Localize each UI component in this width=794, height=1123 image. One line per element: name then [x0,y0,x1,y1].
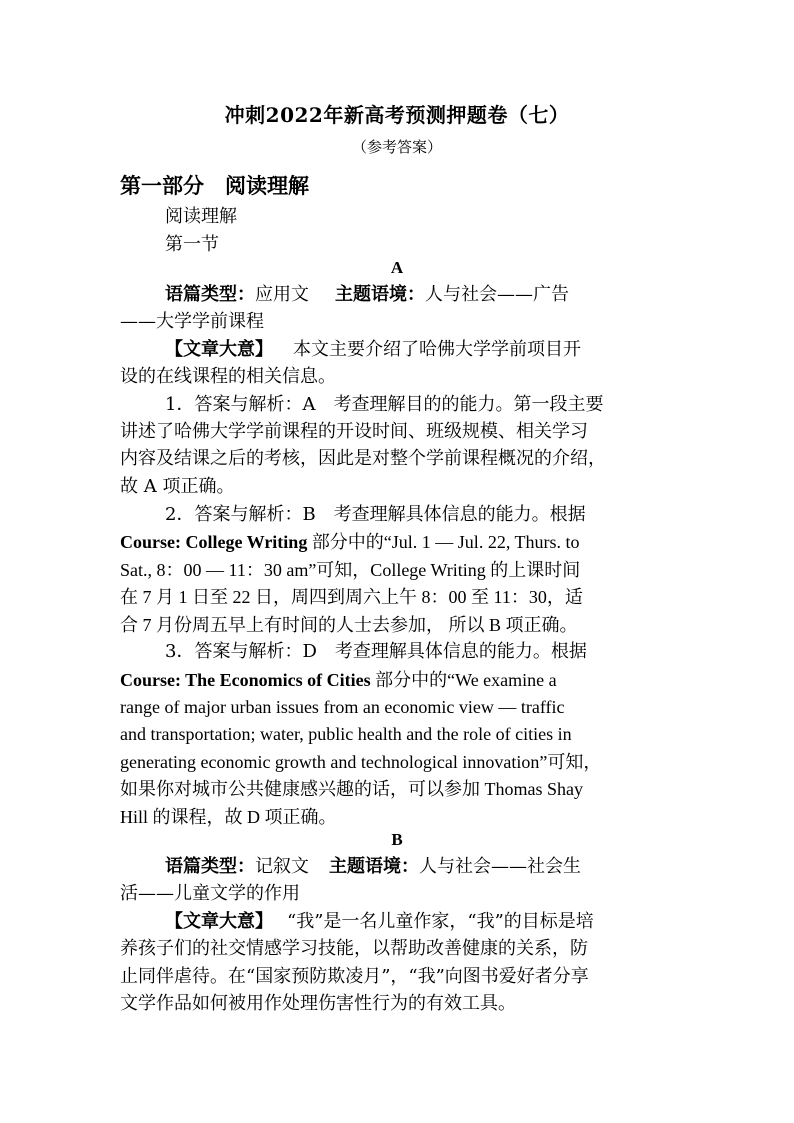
document-title: 冲刺2022年新高考预测押题卷（七） [224,103,570,127]
genre-value: 应用文 [255,284,309,305]
answer-3-line [165,640,672,664]
passage-a-theme-cont: ——大学学前课程 [120,311,264,332]
answer-3-cont: and transportation; water, public health and the role of cities in [120,724,572,744]
genre-label: 语篇类型： [165,284,255,305]
passage-a-summary-line [165,338,672,362]
answer-2-cont [120,530,672,554]
answer-3-text: D 考查理解具体信息的能力。根据 [302,641,587,662]
section-heading: 阅读理解 [165,206,237,227]
passage-b-summary-line [165,910,672,934]
answer-1-text: A 考查理解目的的能力。第一段主要 [302,394,604,415]
course-name-bold: Course: The Economics of Cities [120,670,371,690]
subsection-heading: 第一节 [165,234,219,255]
answer-2-quote: 部分中的“Jul. 1 — Jul. 22, Thurs. to [307,532,580,552]
answer-3-cont: generating economic growth and technological innovation”可知， [120,752,602,772]
passage-b-summary-cont: 止同伴虐待。在“国家预防欺凌月”，“我”向图书爱好者分享 [120,966,589,987]
passage-b-theme-cont: 活——儿童文学的作用 [120,883,300,904]
theme-label: 主题语境： [329,856,419,877]
genre-label: 语篇类型： [165,856,255,877]
summary-label: 【文章大意】 [165,911,273,932]
answer-1-label: 1．答案与解析： [165,394,303,415]
passage-b-summary-cont: 养孩子们的社交情感学习技能，以帮助改善健康的关系，防 [120,938,588,959]
answer-1-cont: 讲述了哈佛大学学前课程的开设时间、班级规模、相关学习 [120,421,588,442]
answer-2-cont: 合 7 月份周五早上有时间的人士去参加， 所以 B 项正确。 [120,615,578,635]
passage-a-meta-line [165,283,672,307]
passage-a-summary-cont: 设的在线课程的相关信息。 [120,366,336,387]
theme-value: 人与社会——社会生 [419,856,581,877]
genre-value: 记叙文 [255,856,309,877]
answer-1-cont: 故 A 项正确。 [120,476,235,497]
answer-3-cont: 如果你对城市公共健康感兴趣的话，可以参加 Thomas Shay [120,779,583,799]
part-heading: 第一部分 阅读理解 [120,173,309,198]
answer-1-line [165,393,672,417]
answer-2-label: 2．答案与解析： [165,504,303,525]
answer-2-line [165,503,672,527]
answer-3-cont: range of major urban issues from an economic view — traffic [120,697,565,717]
answer-3-cont: Hill 的课程，故 D 项正确。 [120,807,337,827]
course-name-bold: Course: College Writing [120,532,308,552]
document-subtitle: （参考答案） [351,138,442,156]
passage-b-summary-cont: 文学作品如何被用作处理伤害性行为的有效工具。 [120,993,516,1014]
answer-3-cont [120,668,672,692]
theme-label: 主题语境： [335,284,425,305]
answer-1-cont: 内容及结课之后的考核，因此是对整个学前课程概况的介绍， [120,448,606,469]
passage-a-heading: A [390,258,404,277]
theme-value: 人与社会——广告 [425,284,569,305]
answer-2-text: B 考查理解具体信息的能力。根据 [302,504,586,525]
answer-3-quote: 部分中的“We examine a [370,670,557,690]
answer-2-cont: 在 7 月 1 日至 22 日，周四到周六上午 8：00 至 11：30，适 [120,587,583,607]
passage-b-heading: B [391,830,403,849]
summary-text: “我”是一名儿童作家，“我”的目标是培 [287,911,594,932]
summary-label: 【文章大意】 [165,339,273,360]
summary-text: 本文主要介绍了哈佛大学学前项目开 [293,339,581,360]
passage-b-meta-line [165,855,672,879]
answer-3-label: 3．答案与解析： [165,641,303,662]
answer-2-cont: Sat., 8：00 — 11：30 am”可知，College Writing 的上课时间 [120,560,581,580]
